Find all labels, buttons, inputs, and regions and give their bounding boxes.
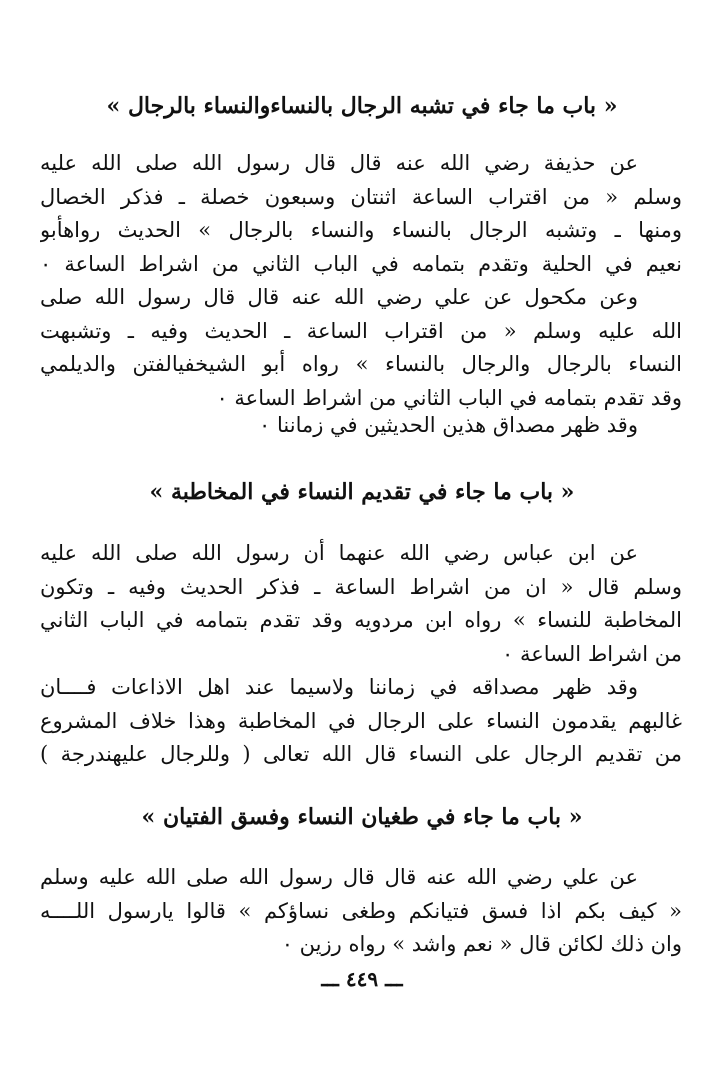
text-line: عن علي رضي الله عنه قال قال رسول الله صلى الله عليه وسلم [40, 865, 638, 889]
text-line: عن حذيفة رضي الله عنه قال قال رسول الله صلى الله عليه [40, 151, 638, 175]
paragraph [40, 147, 682, 281]
text-line: نعيم في الحلية وتقدم بتمامه في الباب الثاني من اشراط الساعة ٠ [40, 251, 682, 276]
section-heading: « باب ما جاء في تشبه الرجال بالنساءوالنساء بالرجال » [106, 93, 618, 119]
text-line: من تقديم الرجال على النساء قال الله تعالى ( وللرجال عليهندرجة ) [40, 742, 682, 767]
text-line: المخاطبة للنساء » رواه ابن مردويه وقد تقدم بتمامه في الباب الثاني [40, 608, 682, 633]
text-line: عن ابن عباس رضي الله عنهما أن رسول الله صلى الله عليه [40, 541, 638, 565]
paragraph [40, 281, 682, 415]
text-line: ومنها ـ وتشبه الرجال بالنساء والنساء بالرجال » الحديث رواهأبو [40, 218, 682, 243]
text-line: وان ذلك لكائن قال « نعم واشد » رواه رزين ٠ [281, 932, 682, 957]
text-line: وقد ظهر مصداق هذين الحديثين في زماننا ٠ [259, 413, 638, 437]
text-line: وعن مكحول عن علي رضي الله عنه قال قال رسول الله صلى [40, 285, 638, 309]
text-line: وسلم قال « ان من اشراط الساعة ـ فذكر الحديث وفيه ـ وتكون [40, 574, 682, 599]
text-line: غالبهم يقدمون النساء على الرجال في المخاطبة وهذا خلاف المشروع [40, 708, 682, 733]
page-number: ـــ ٤٤٩ ـــ [321, 967, 403, 991]
text-line: « كيف بكم اذا فسق فتيانكم وطغى نساؤكم » قالوا يارسول اللــــه [40, 898, 682, 923]
section-heading: « باب ما جاء في طغيان النساء وفسق الفتيان » [141, 804, 583, 830]
paragraph [40, 671, 682, 772]
text-line: وسلم « من اقتراب الساعة اثنتان وسبعون خصلة ـ فذكر الخصال [40, 184, 682, 209]
text-line: الله عليه وسلم « من اقتراب الساعة ـ الحديث وفيه ـ وتشبهت [40, 318, 682, 343]
section-heading: « باب ما جاء في تقديم النساء في المخاطبة » [149, 479, 575, 505]
paragraph [40, 861, 682, 962]
text-line: وقد تقدم بتمامه في الباب الثاني من اشراط الساعة ٠ [216, 385, 682, 410]
text-line: من اشراط الساعة ٠ [502, 641, 682, 666]
text-line: النساء بالرجال والرجال بالنساء » رواه أبو الشيخفيالفتن والديلمي [40, 352, 682, 377]
paragraph [40, 537, 682, 671]
text-line: وقد ظهر مصداقه في زماننا ولاسيما عند اهل الاذاعات فــــان [40, 675, 638, 699]
paragraph [40, 409, 682, 443]
